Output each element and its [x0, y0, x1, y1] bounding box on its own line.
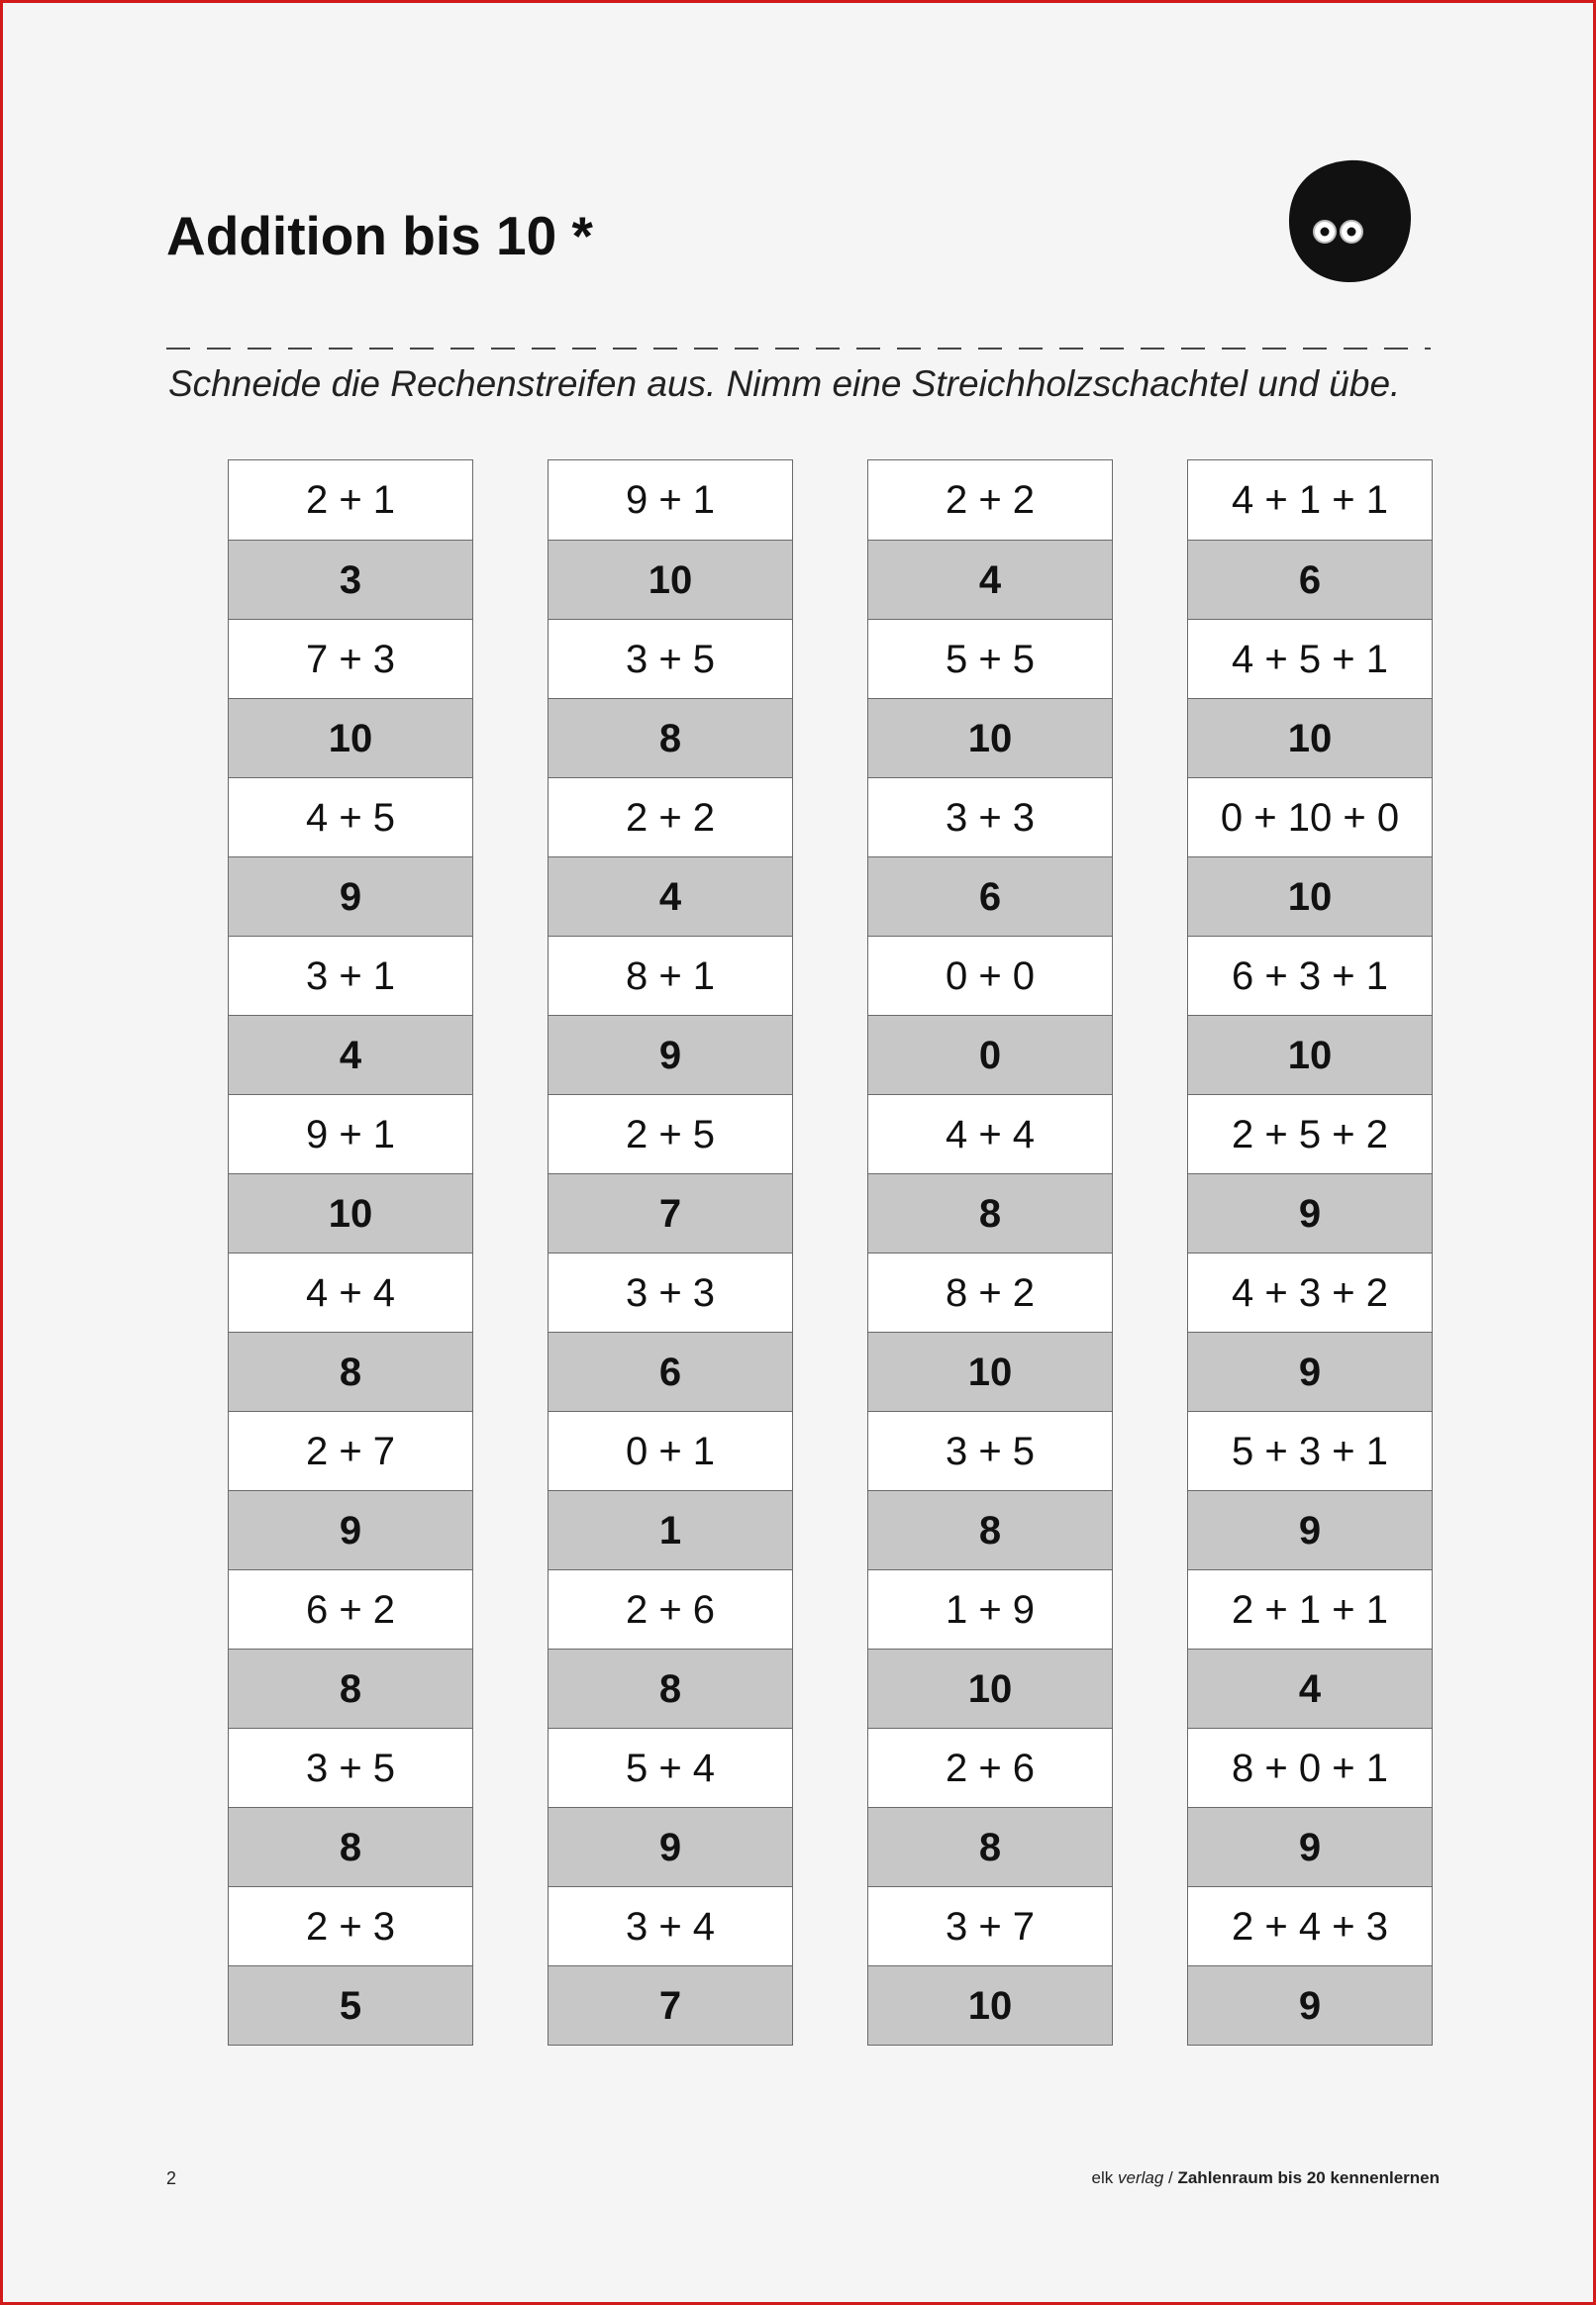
- result-cell: 8: [549, 1649, 792, 1728]
- result-cell: 8: [229, 1332, 472, 1411]
- task-cell: 2 + 2: [868, 460, 1112, 540]
- result-cell: 1: [549, 1490, 792, 1569]
- task-cell: 2 + 1: [229, 460, 472, 540]
- task-cell: 2 + 1 + 1: [1188, 1569, 1432, 1649]
- task-cell: 6 + 2: [229, 1569, 472, 1649]
- result-cell: 7: [549, 1173, 792, 1253]
- task-cell: 8 + 0 + 1: [1188, 1728, 1432, 1807]
- task-cell: 0 + 1: [549, 1411, 792, 1490]
- task-cell: 5 + 4: [549, 1728, 792, 1807]
- task-cell: 4 + 5: [229, 777, 472, 856]
- instruction-text: Schneide die Rechenstreifen aus. Nimm eine Streichholzschachtel und übe.: [168, 363, 1401, 404]
- task-cell: 2 + 5: [549, 1094, 792, 1173]
- result-cell: 4: [1188, 1649, 1432, 1728]
- result-cell: 4: [229, 1015, 472, 1094]
- task-cell: 2 + 4 + 3: [1188, 1886, 1432, 1965]
- result-cell: 10: [868, 1649, 1112, 1728]
- publisher-credit: [1092, 2166, 1440, 2190]
- result-cell: 8: [229, 1807, 472, 1886]
- result-cell: 9: [1188, 1173, 1432, 1253]
- result-cell: 9: [229, 856, 472, 936]
- publisher-name: elk: [1091, 2168, 1114, 2187]
- result-cell: 8: [868, 1807, 1112, 1886]
- task-cell: 0 + 0: [868, 936, 1112, 1015]
- task-cell: 7 + 3: [229, 619, 472, 698]
- task-cell: 5 + 5: [868, 619, 1112, 698]
- result-cell: 10: [1188, 1015, 1432, 1094]
- result-cell: 10: [229, 698, 472, 777]
- result-cell: 8: [549, 698, 792, 777]
- task-cell: 3 + 1: [229, 936, 472, 1015]
- result-cell: 10: [229, 1173, 472, 1253]
- mascot-icon: [1285, 156, 1414, 285]
- cut-line: [166, 347, 1431, 351]
- task-cell: 4 + 3 + 2: [1188, 1253, 1432, 1332]
- task-cell: 4 + 4: [229, 1253, 472, 1332]
- result-cell: 8: [868, 1490, 1112, 1569]
- result-cell: 10: [1188, 856, 1432, 936]
- task-cell: 2 + 3: [229, 1886, 472, 1965]
- result-cell: 6: [549, 1332, 792, 1411]
- result-cell: 9: [549, 1807, 792, 1886]
- result-cell: 9: [1188, 1965, 1432, 2045]
- result-cell: 3: [229, 540, 472, 619]
- task-cell: 9 + 1: [229, 1094, 472, 1173]
- task-cell: 3 + 4: [549, 1886, 792, 1965]
- task-cell: 4 + 5 + 1: [1188, 619, 1432, 698]
- task-cell: 2 + 6: [868, 1728, 1112, 1807]
- task-cell: 2 + 2: [549, 777, 792, 856]
- calculation-strip-2: [548, 459, 793, 2046]
- task-cell: 8 + 1: [549, 936, 792, 1015]
- result-cell: 5: [229, 1965, 472, 2045]
- task-cell: 3 + 3: [549, 1253, 792, 1332]
- task-cell: 8 + 2: [868, 1253, 1112, 1332]
- calculation-strip-4: [1187, 459, 1433, 2046]
- result-cell: 8: [229, 1649, 472, 1728]
- result-cell: 4: [868, 540, 1112, 619]
- result-cell: 6: [868, 856, 1112, 936]
- result-cell: 7: [549, 1965, 792, 2045]
- result-cell: 4: [549, 856, 792, 936]
- task-cell: 5 + 3 + 1: [1188, 1411, 1432, 1490]
- calculation-strip-1: [228, 459, 473, 2046]
- result-cell: 6: [1188, 540, 1432, 619]
- task-cell: 4 + 4: [868, 1094, 1112, 1173]
- result-cell: 10: [868, 1332, 1112, 1411]
- result-cell: 10: [868, 698, 1112, 777]
- result-cell: 10: [1188, 698, 1432, 777]
- task-cell: 3 + 5: [868, 1411, 1112, 1490]
- result-cell: 9: [1188, 1807, 1432, 1886]
- task-cell: 3 + 7: [868, 1886, 1112, 1965]
- task-cell: 6 + 3 + 1: [1188, 936, 1432, 1015]
- result-cell: 9: [549, 1015, 792, 1094]
- task-cell: 3 + 3: [868, 777, 1112, 856]
- book-title: Zahlenraum bis 20 kennenlernen: [1177, 2168, 1440, 2187]
- page-number: 2: [166, 2168, 177, 2188]
- result-cell: 10: [549, 540, 792, 619]
- result-cell: 8: [868, 1173, 1112, 1253]
- task-cell: 2 + 5 + 2: [1188, 1094, 1432, 1173]
- task-cell: 4 + 1 + 1: [1188, 460, 1432, 540]
- publisher-separator: /: [1163, 2168, 1178, 2187]
- task-cell: 0 + 10 + 0: [1188, 777, 1432, 856]
- result-cell: 9: [229, 1490, 472, 1569]
- result-cell: 10: [868, 1965, 1112, 2045]
- task-cell: 3 + 5: [549, 619, 792, 698]
- page-title: Addition bis 10 *: [166, 205, 593, 266]
- task-cell: 3 + 5: [229, 1728, 472, 1807]
- task-cell: 1 + 9: [868, 1569, 1112, 1649]
- task-cell: 2 + 7: [229, 1411, 472, 1490]
- result-cell: 0: [868, 1015, 1112, 1094]
- publisher-suffix: verlag: [1117, 2168, 1164, 2187]
- result-cell: 9: [1188, 1490, 1432, 1569]
- task-cell: 9 + 1: [549, 460, 792, 540]
- task-cell: 2 + 6: [549, 1569, 792, 1649]
- result-cell: 9: [1188, 1332, 1432, 1411]
- calculation-strip-3: [867, 459, 1113, 2046]
